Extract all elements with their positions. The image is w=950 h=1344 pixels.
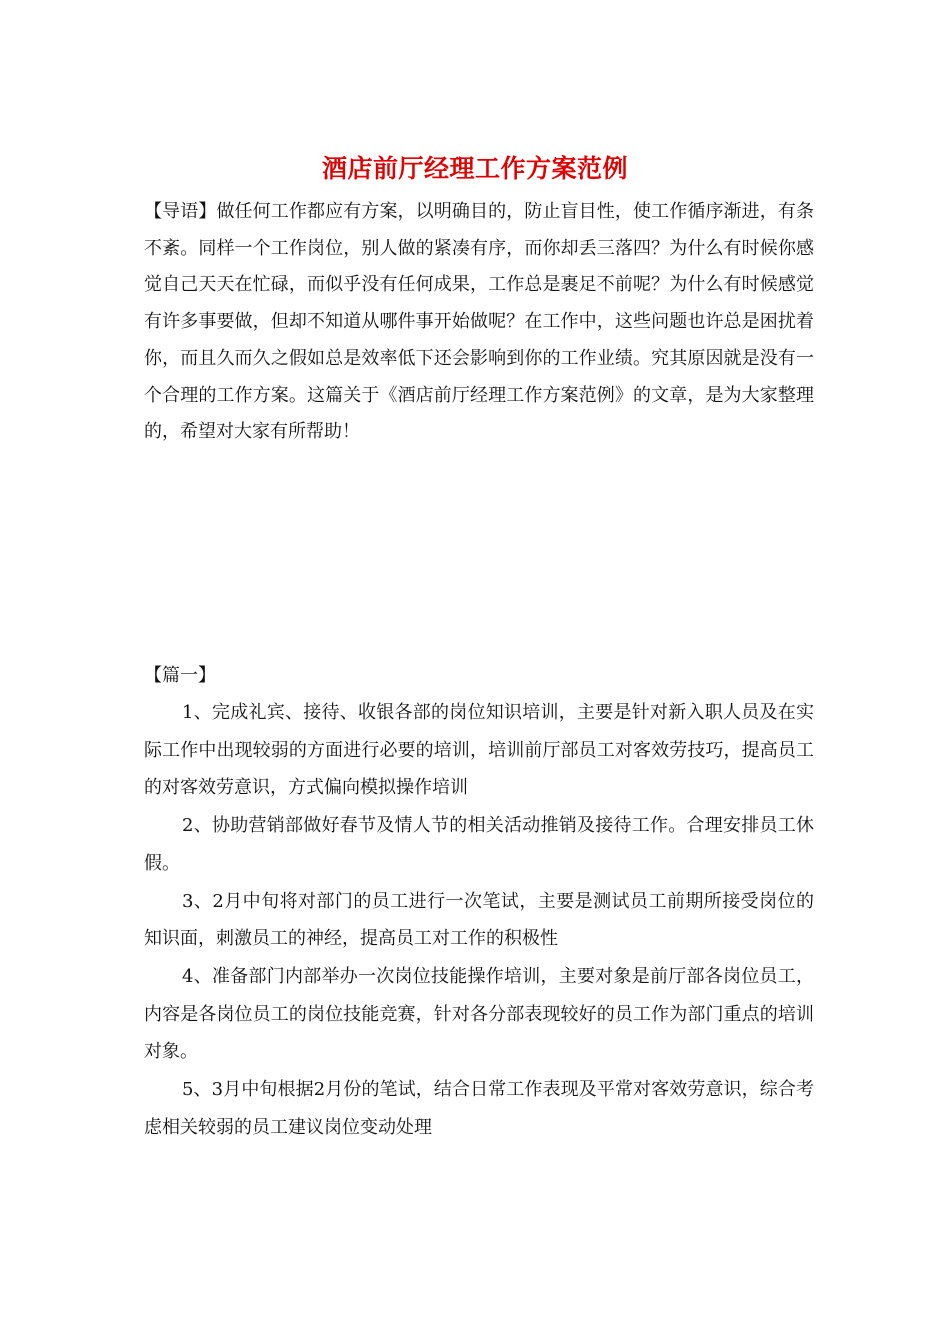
section-heading: 【篇一】 bbox=[144, 665, 216, 686]
list-item: 5、3月中旬根据2月份的笔试，结合日常工作表现及平常对客效劳意识，综合考虑相关较弱的员工建议岗位变动处理 bbox=[144, 1079, 814, 1138]
list-item: 4、准备部门内部举办一次岗位技能操作培训，主要对象是前厅部各岗位员工，内容是各岗位员工的岗位技能竞赛，针对各分部表现较好的员工作为部门重点的培训对象。 bbox=[144, 965, 814, 1063]
intro-paragraph: 【导语】做任何工作都应有方案，以明确目的，防止盲目性，使工作循序渐进，有条不紊。同样一个工作岗位，别人做的紧凑有序，而你却丢三落四？为什么有时候你感觉自己天天在忙碌，而似乎没有任何成果，工作总是裹足不前呢？为什么有时候感觉有许多事要做，但却不知道从哪件事开始做呢？在工作中，这些问题也许总是困扰着你，而且久而久之假如总是效率低下还会影响到你的工作业绩。究其原因就是没有一个合理的工作方案。这篇关于《酒店前厅经理工作方案范例》的文章，是为大家整理的，希望对大家有所帮助！ bbox=[144, 201, 814, 443]
list-item: 1、完成礼宾、接待、收银各部的岗位知识培训，主要是针对新入职人员及在实际工作中出现较弱的方面进行必要的培训，培训前厅部员工对客效劳技巧，提高员工的对客效劳意识，方式偏向模拟操作培训 bbox=[144, 702, 814, 799]
document-title: 酒店前厅经理工作方案范例 bbox=[321, 154, 628, 183]
list-item: 3、2月中旬将对部门的员工进行一次笔试，主要是测试员工前期所接受岗位的知识面，刺激员工的神经，提高员工对工作的积极性 bbox=[144, 890, 814, 950]
list-item: 2、协助营销部做好春节及情人节的相关活动推销及接待工作。合理安排员工休假。 bbox=[144, 815, 814, 874]
section-one bbox=[144, 658, 814, 1146]
